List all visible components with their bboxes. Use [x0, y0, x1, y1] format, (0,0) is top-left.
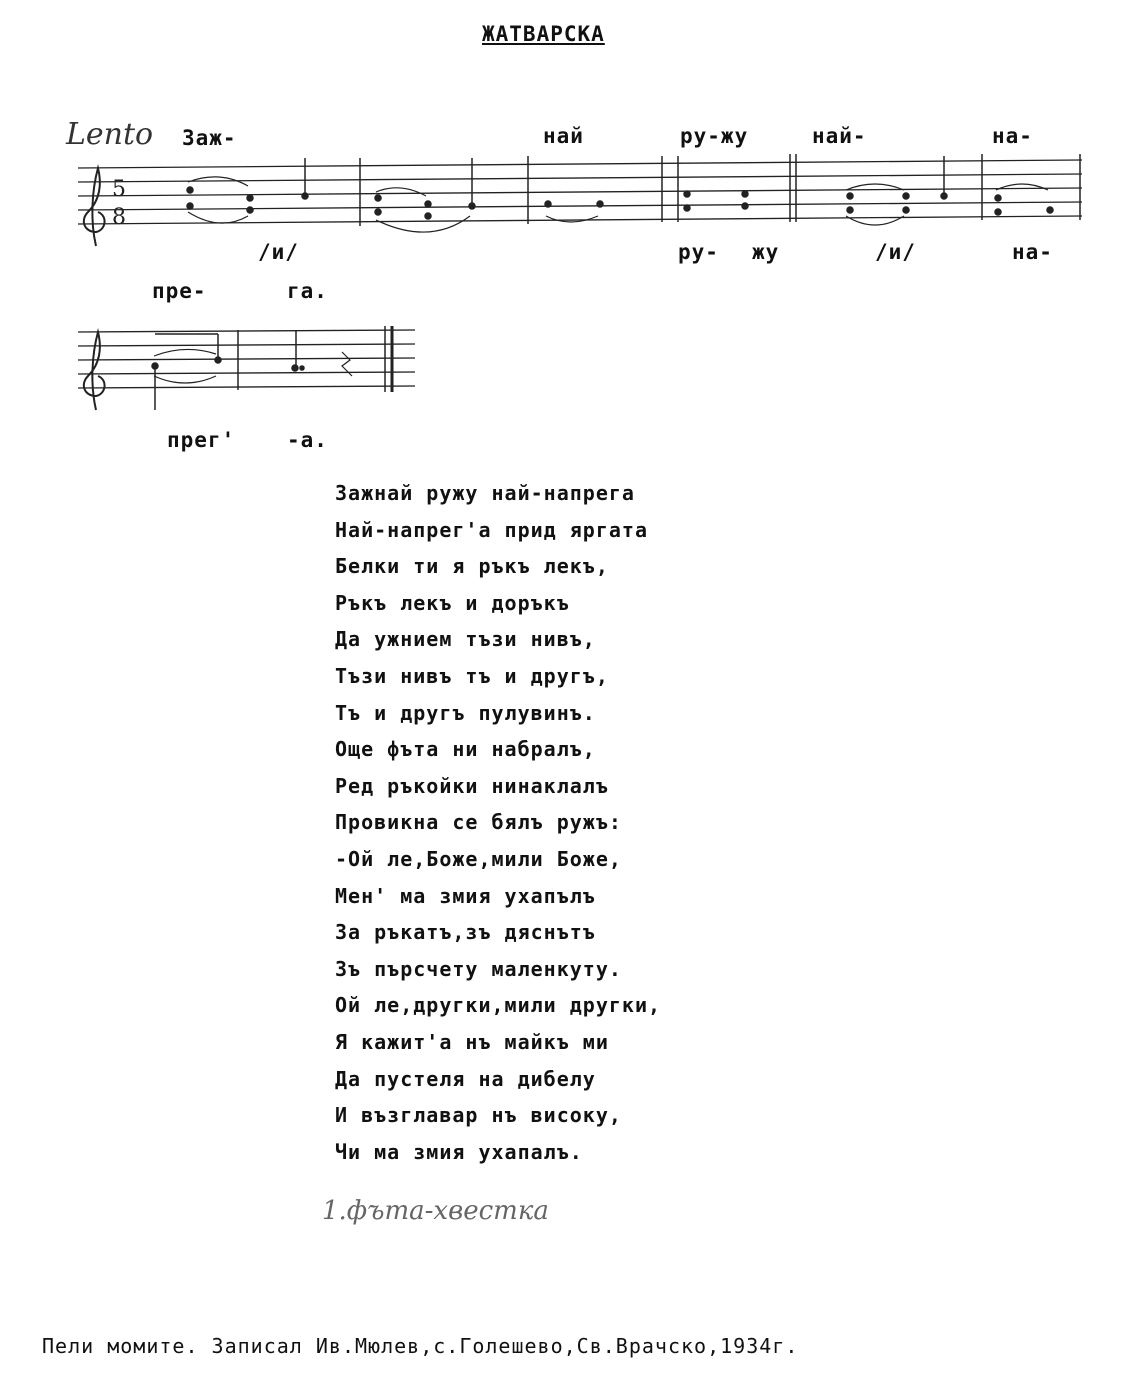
staff1-lyric-top: Заж- — [182, 126, 237, 150]
verse-line: Зъ пърсчету маленкуту. — [335, 956, 622, 981]
verse-line: Да ужнием тъзи нивъ, — [335, 627, 596, 652]
verse-line: -Ой ле,Боже,мили Боже, — [335, 846, 622, 871]
staff1-lyric-bottom: /и/ — [875, 240, 916, 264]
staff1-lyric-bottom: ру- — [678, 240, 719, 264]
staff1-lyric-top: на- — [992, 124, 1033, 148]
verse-line: Мен' ма змия ухапълъ — [335, 883, 596, 908]
verse-line: Ой ле,другки,мили другки, — [335, 993, 662, 1018]
verse-line: Ръкъ лекъ и доръкъ — [335, 590, 570, 615]
verse-line: Още фъта ни набралъ, — [335, 737, 596, 762]
tempo-marking: Lento — [66, 117, 154, 152]
verse-line: Провикна се бялъ ружъ: — [335, 810, 622, 835]
verse-line: Тъ и другъ пулувинъ. — [335, 700, 596, 725]
verse-line: Белки ти я ръкъ лекъ, — [335, 554, 609, 579]
staff1-lyric-bottom: /и/ — [258, 240, 299, 264]
verse-line: И възглавар нъ високу, — [335, 1103, 622, 1128]
staff2-lyric-bottom: -а. — [287, 428, 328, 452]
recording-credit: Пели момите. Записал Ив.Мюлев,с.Голешево,Св.Врачско,1934г. — [42, 1334, 799, 1358]
music-staff-2 — [70, 310, 430, 420]
staff2-lyric-top: га. — [287, 279, 328, 303]
verse-line: Ред ръкойки нинаклалъ — [335, 773, 609, 798]
staff2-lyric-top: пре- — [152, 279, 207, 303]
verse-line: Зажнай ружу най-напрега — [335, 481, 635, 505]
time-signature-top: 5 — [112, 177, 126, 202]
staff1-lyric-bottom: на- — [1012, 240, 1053, 264]
music-staff-1 — [70, 150, 1090, 260]
staff2-lyric-bottom: прег' — [167, 428, 236, 452]
verse-line: Чи ма змия ухапалъ. — [335, 1139, 583, 1164]
verse-line: Да пустеля на дибелу — [335, 1066, 596, 1091]
verse-line: Я кажит'а нъ майкъ ми — [335, 1029, 609, 1054]
song-title: ЖАТВАРСКА — [482, 22, 605, 46]
verse-line: За ръкатъ,зъ дяснътъ — [335, 920, 596, 945]
verse-line: Най-напрег'а прид яргата — [335, 517, 648, 542]
treble-clef-icon — [84, 332, 105, 410]
staff1-lyric-top: най- — [812, 124, 867, 148]
verse-line: Тъзи нивъ тъ и другъ, — [335, 663, 609, 688]
handwritten-footnote: 1.фъта-хвестка — [322, 1196, 549, 1226]
staff1-lyric-top: ру-жу — [680, 124, 749, 148]
song-verses — [335, 481, 661, 1176]
time-signature-bottom: 8 — [112, 205, 126, 230]
treble-clef-icon — [84, 168, 105, 246]
staff1-lyric-bottom: жу — [752, 240, 780, 264]
staff1-lyric-top: най — [543, 124, 584, 148]
